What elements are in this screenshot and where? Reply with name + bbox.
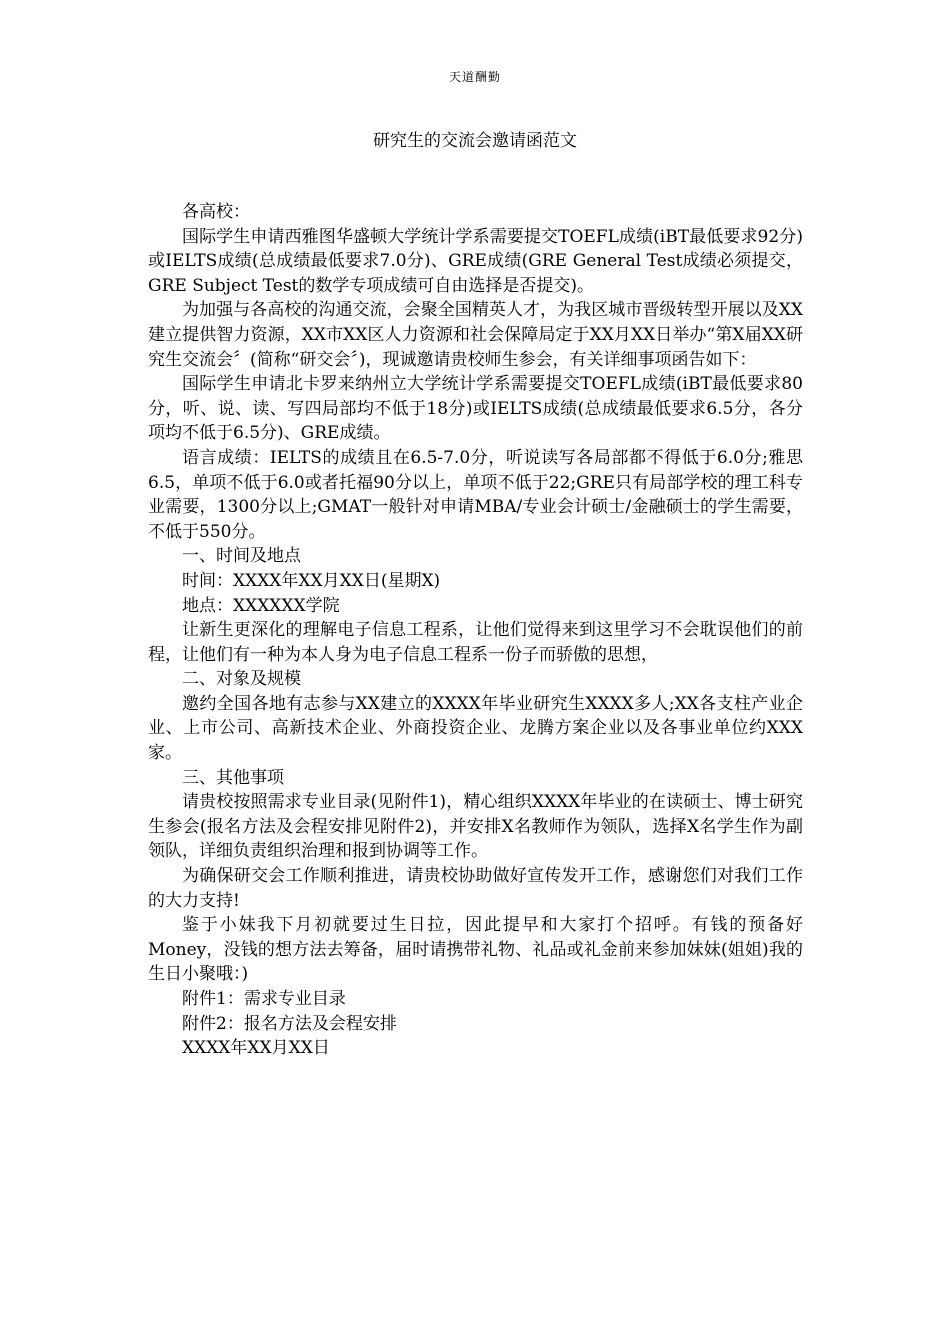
section-heading: 二、对象及规模 xyxy=(182,669,301,690)
paragraph: 国际学生申请北卡罗来纳州立大学统计学系需要提交TOEFL成绩(iBT最低要求80分，听、说、读、写四局部均不低于18分)或IELTS成绩(总成绩最低要求6.5分，各分项均不低于6.5分)、GRE成绩。 xyxy=(148,374,803,444)
paragraph: 邀约全国各地有志参与XX建立的XXXX年毕业研究生XXXX多人;XX各支柱产业企业、上市公司、高新技术企业、外商投资企业、龙腾方案企业以及各事业单位约XXX家。 xyxy=(148,693,803,764)
paragraph: 地点：XXXXXX学院 xyxy=(182,595,340,616)
paragraph: 时间：XXXX年XX月XX日(星期X) xyxy=(182,570,441,591)
paragraph: 请贵校按照需求专业目录(见附件1)，精心组织XXXX年毕业的在读硕士、博士研究生参会(报名方法及会程安排见附件2)，并安排X名教师作为领队，选择X名学生作为副领队，详细负责组织治理和报到协调等工作。 xyxy=(148,792,803,862)
document-body xyxy=(148,200,803,1061)
date-line: XXXX年XX月XX日 xyxy=(182,1038,330,1059)
paragraph: 为确保研交会工作顺利推进，请贵校协助做好宣传发开工作，感谢您们对我们工作的大力支持! xyxy=(148,866,803,911)
document-title: 研究生的交流会邀请函范文 xyxy=(373,131,577,151)
page-header: 天道酬勤 xyxy=(448,70,501,84)
section-heading: 三、其他事项 xyxy=(182,767,284,788)
paragraph: 鉴于小妹我下月初就要过生日拉，因此提早和大家打个招呼。有钱的预备好Money，没钱的想方法去筹备，届时请携带礼物、礼品或礼金前来参加妹妹(姐姐)我的生日小聚哦：) xyxy=(148,915,803,985)
attachment-line: 附件1：需求专业目录 xyxy=(182,989,346,1009)
salutation: 各高校： xyxy=(182,202,250,222)
paragraph: 为加强与各高校的沟通交流，会聚全国精英人才，为我区城市晋级转型开展以及XX建立提供智力资源，XX市XX区人力资源和社会保障局定于XX月XX日举办“第X届XX研究生交流会〞(简称“研交会〞)，现诚邀请贵校师生参会，有关详细事项函告如下： xyxy=(148,300,803,370)
paragraph: 语言成绩：IELTS的成绩且在6.5-7.0分，听说读写各局部都不得低于6.0分;雅思6.5，单项不低于6.0或者托福90分以上，单项不低于22;GRE只有局部学校的理工科专业需要，1300分以上;GMAT一般针对申请MBA/专业会计硕士/金融硕士的学生需要，不低于550分。 xyxy=(148,447,803,542)
attachment-line: 附件2：报名方法及会程安排 xyxy=(182,1013,397,1034)
paragraph: 让新生更深化的理解电子信息工程系，让他们觉得来到这里学习不会耽误他们的前程，让他们有一种为本人身为电子信息工程系一份子而骄傲的思想， xyxy=(148,620,803,665)
section-heading: 一、时间及地点 xyxy=(182,546,301,567)
paragraph: 国际学生申请西雅图华盛顿大学统计学系需要提交TOEFL成绩(iBT最低要求92分)或IELTS成绩(总成绩最低要求7.0分)、GRE成绩(GRE General Test成绩必须提交，GRE Subject Test的数学专项成绩可自由选择是否提交)。 xyxy=(148,226,803,296)
